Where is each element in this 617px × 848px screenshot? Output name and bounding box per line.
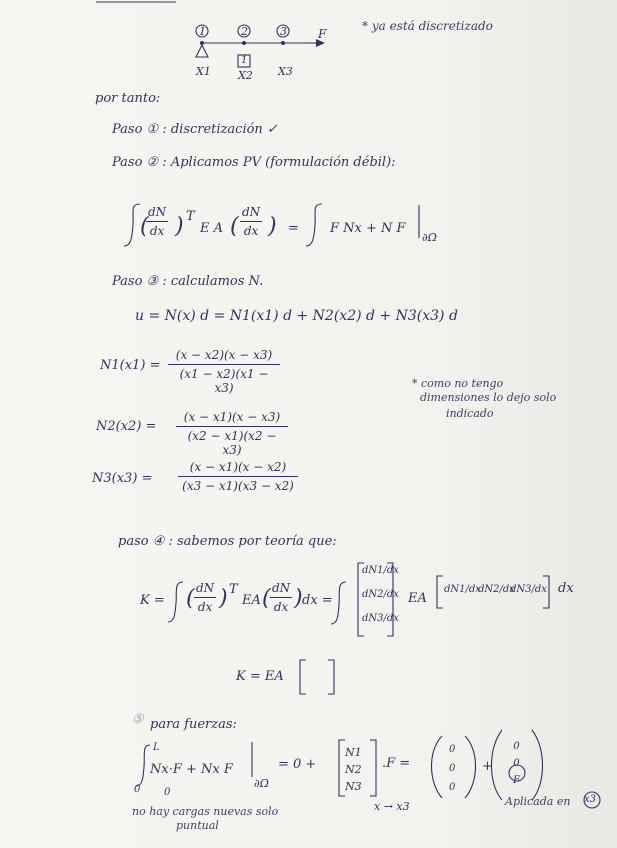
x-eval-label: x → x3 [374, 800, 410, 813]
weak-boundary: ∂Ω [422, 231, 437, 244]
vec-a-item-1: 0 [449, 744, 456, 755]
n2-label: N2(x2) = [96, 419, 157, 434]
k-dx-equals: dx = [302, 593, 333, 608]
k-paren-close-2: ) [294, 586, 303, 611]
integral-lower-limit: 0 [134, 784, 141, 795]
force-label: F [318, 27, 327, 41]
k-dn-dx-1: dN dx [196, 581, 215, 614]
n3-denominator: (x3 − x1)(x3 − x2) [182, 479, 294, 493]
pin-support [196, 45, 208, 57]
n2-fraction [176, 410, 288, 457]
vec-b-item-2: 0 [513, 758, 520, 769]
weak-dn-dx-2: dN dx [242, 205, 261, 238]
weak-transpose: T [186, 209, 195, 224]
integral-sign-2 [306, 204, 322, 246]
k-matrix-right-bracket [328, 660, 334, 694]
n-vector [345, 744, 362, 795]
n-vector-right-bracket [370, 740, 376, 796]
weak-dn-dx-1: dN dx [148, 205, 167, 238]
n3-label: N3(x3) = [92, 471, 153, 486]
force-boundary: ∂Ω [254, 777, 269, 790]
row-vec-item-2: dN2/dx [478, 584, 515, 595]
n2-denominator: (x2 − x1)(x2 − x3) [187, 429, 277, 457]
step-5-title: para fuerzas: [150, 717, 237, 732]
vec-b-left-paren [492, 730, 503, 800]
weak-paren-open-2: ( [230, 214, 239, 239]
coord-x2: X2 [238, 69, 253, 82]
vec-a-left-paren [432, 736, 443, 798]
k-integral-sign-2 [331, 582, 346, 624]
k-paren-open-2: ( [262, 586, 271, 611]
k-equals: K = [140, 593, 165, 608]
n1-numerator: (x − x2)(x − x3) [175, 348, 273, 362]
step-1-text: Paso ① : discretización ✓ [112, 122, 278, 137]
dot-f-equals: .F = [382, 756, 411, 771]
force-vector [513, 738, 520, 789]
coord-x1: X1 [196, 65, 211, 78]
n-vec-item-3: N3 [345, 780, 362, 793]
node-1-dot [200, 41, 204, 45]
element-label: 1 [241, 55, 248, 66]
row-vector-left-bracket [437, 576, 443, 608]
vec-a-right-paren [465, 736, 476, 798]
n-vec-item-1: N1 [345, 746, 362, 759]
vec-b-right-paren [532, 730, 543, 800]
step-2-text: Paso ② : Aplicamos PV (formulación débil): [112, 155, 396, 170]
weak-ea: E A [200, 221, 224, 236]
n3-numerator: (x − x1)(x − x2) [189, 460, 287, 474]
vec-a-item-3: 0 [449, 782, 456, 793]
no-loads-note-2: puntual [176, 819, 219, 832]
n-vec-item-2: N2 [345, 763, 362, 776]
k-result-label: K = EA [236, 669, 284, 684]
k-ea: EA [242, 593, 261, 608]
intro-text: por tanto: [95, 91, 161, 106]
vec-b-item-1: 0 [513, 741, 520, 752]
applied-at-node: x3 [584, 794, 597, 805]
vec-b-item-3: F [513, 775, 520, 786]
step-4-title: paso ④ : sabemos por teoría que: [118, 534, 337, 549]
n1-label: N1(x1) = [100, 358, 161, 373]
k-transpose: T [229, 582, 238, 597]
vector-plus: + [482, 759, 493, 774]
weak-paren-open-1: ( [140, 214, 149, 239]
side-note-line-3: indicado [446, 407, 494, 420]
node-3-dot [281, 41, 285, 45]
node-3-label: 3 [280, 25, 287, 38]
integral-upper-limit: L [153, 742, 160, 753]
k-paren-open-1: ( [186, 586, 195, 611]
integral-lower-limit-2: 0 [164, 787, 171, 798]
k-ea-mid: EA [408, 591, 427, 606]
integral-sign-1 [124, 204, 140, 246]
weak-rhs: F Nx + N F [330, 221, 406, 236]
u-expression: u = N(x) d = N1(x1) d + N2(x2) d + N3(x3) d [135, 308, 458, 324]
n3-fraction [178, 460, 298, 493]
k-integral-sign [168, 582, 183, 622]
step-3-text: Paso ③ : calculamos N. [112, 274, 264, 289]
side-note-line-2: dimensiones lo dejo solo [420, 391, 557, 404]
step-5-marker: ⑤ [132, 712, 144, 727]
applied-at-note: Aplicada en [505, 795, 571, 808]
force-integral-sign [136, 745, 150, 786]
node-1-label: 1 [199, 25, 206, 38]
row-vec-item-3: dN3/dx [510, 584, 547, 595]
force-equals-zero: = 0 + [278, 757, 317, 772]
k-trailing-dx: dx [558, 581, 574, 596]
n1-fraction [168, 348, 280, 395]
side-note-line-1: * como no tengo [412, 377, 504, 390]
row-vec-item-1: dN1/dx [444, 584, 481, 595]
col-vec-item-2: dN2/dx [362, 589, 399, 600]
no-loads-note-1: no hay cargas nuevas solo [132, 805, 279, 818]
weak-paren-close-2: ) [268, 214, 277, 239]
coord-x3: X3 [278, 65, 293, 78]
n2-numerator: (x − x1)(x − x3) [183, 410, 281, 424]
zero-vector [449, 740, 455, 797]
vec-a-item-2: 0 [449, 763, 456, 774]
force-integrand: Nx·F + Nx F [150, 762, 233, 777]
discretized-note: * ya está discretizado [362, 19, 493, 33]
column-vector [362, 565, 399, 625]
k-matrix-left-bracket [300, 660, 306, 694]
node-2-dot [242, 41, 246, 45]
col-vec-item-3: dN3/dx [362, 613, 399, 624]
n1-denominator: (x1 − x2)(x1 − x3) [179, 367, 269, 395]
k-paren-close-1: ) [219, 586, 228, 611]
col-vec-item-1: dN1/dx [362, 565, 399, 576]
weak-paren-close-1: ) [175, 214, 184, 239]
node-2-label: 2 [241, 25, 248, 38]
k-dn-dx-2: dN dx [272, 581, 291, 614]
weak-equals: = [288, 221, 299, 236]
